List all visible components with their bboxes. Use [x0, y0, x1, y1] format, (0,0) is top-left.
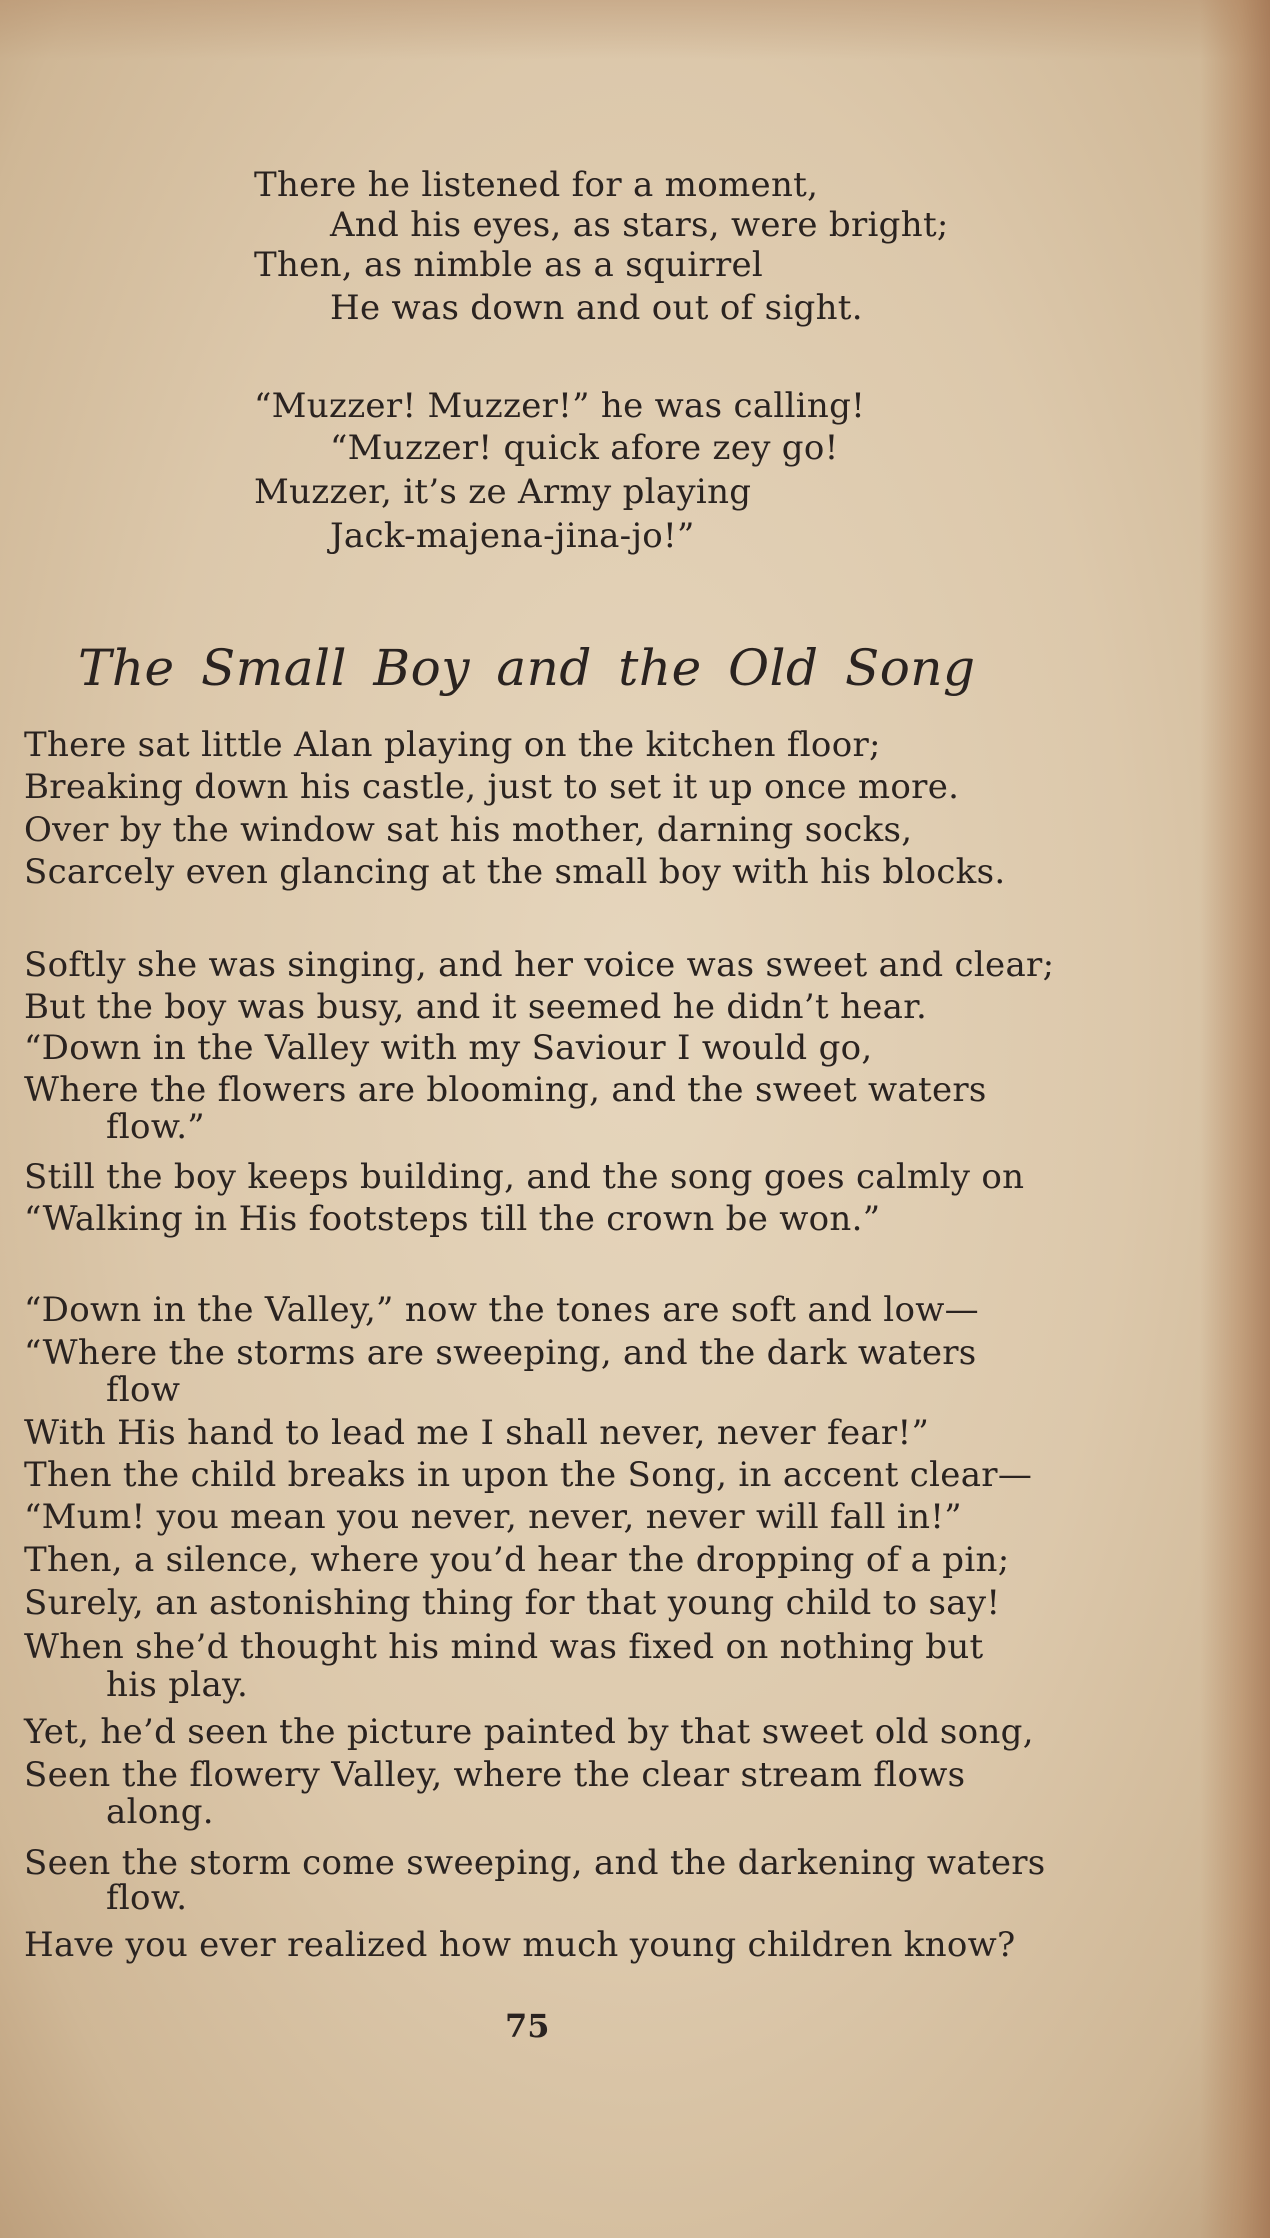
verse-line: With His hand to lead me I shall never, never fear!” — [24, 1413, 930, 1453]
verse-line: Yet, he’d seen the picture painted by that sweet old song, — [24, 1712, 1034, 1752]
verse-line-continuation: flow. — [106, 1878, 188, 1918]
verse-line: Over by the window sat his mother, darning socks, — [24, 810, 913, 850]
verse-line: Softly she was singing, and her voice was sweet and clear; — [24, 945, 1055, 985]
verse-line: Surely, an astonishing thing for that young child to say! — [24, 1583, 1001, 1623]
verse-line: But the boy was busy, and it seemed he didn’t hear. — [24, 987, 928, 1027]
verse-line: “Where the storms are sweeping, and the dark waters — [24, 1333, 977, 1373]
verse-line-continuation: along. — [106, 1792, 214, 1832]
verse-line: “Down in the Valley,” now the tones are soft and low— — [24, 1290, 979, 1330]
verse-line: Seen the flowery Valley, where the clear stream flows — [24, 1755, 966, 1795]
verse-line: There sat little Alan playing on the kitchen floor; — [24, 725, 881, 765]
verse-line-continuation: flow — [106, 1370, 181, 1410]
verse-line: Jack-majena-jina-jo!” — [330, 516, 695, 556]
verse-line: And his eyes, as stars, were bright; — [330, 205, 949, 245]
verse-line: “Muzzer! quick afore zey go! — [330, 428, 839, 468]
verse-line: Scarcely even glancing at the small boy with his blocks. — [24, 852, 1006, 892]
verse-line: Then the child breaks in upon the Song, in accent clear— — [24, 1455, 1033, 1495]
page-shadow-top — [0, 0, 1270, 60]
page-shadow-right — [1200, 0, 1270, 2238]
poem-title: The Small Boy and the Old Song — [78, 639, 976, 697]
page-number: 75 — [505, 2007, 550, 2045]
verse-line: “Mum! you mean you never, never, never will fall in!” — [24, 1497, 962, 1537]
verse-line: He was down and out of sight. — [330, 288, 863, 328]
verse-line: “Down in the Valley with my Saviour I would go, — [24, 1028, 873, 1068]
verse-line-continuation: flow.” — [106, 1107, 205, 1147]
verse-line: Seen the storm come sweeping, and the darkening waters — [24, 1843, 1046, 1883]
verse-line: Breaking down his castle, just to set it up once more. — [24, 767, 960, 807]
verse-line: “Walking in His footsteps till the crown be won.” — [24, 1199, 881, 1239]
verse-line: There he listened for a moment, — [254, 165, 819, 205]
verse-line: Then, a silence, where you’d hear the dropping of a pin; — [24, 1540, 1010, 1580]
verse-line: Then, as nimble as a squirrel — [254, 245, 764, 285]
verse-line: Have you ever realized how much young children know? — [24, 1925, 1016, 1965]
verse-line: When she’d thought his mind was fixed on nothing but — [24, 1627, 984, 1667]
verse-line: Muzzer, it’s ze Army playing — [254, 472, 752, 512]
verse-line: Where the flowers are blooming, and the sweet waters — [24, 1070, 987, 1110]
verse-line: “Muzzer! Muzzer!” he was calling! — [254, 386, 866, 426]
verse-line: Still the boy keeps building, and the song goes calmly on — [24, 1157, 1025, 1197]
verse-line-continuation: his play. — [106, 1665, 249, 1705]
